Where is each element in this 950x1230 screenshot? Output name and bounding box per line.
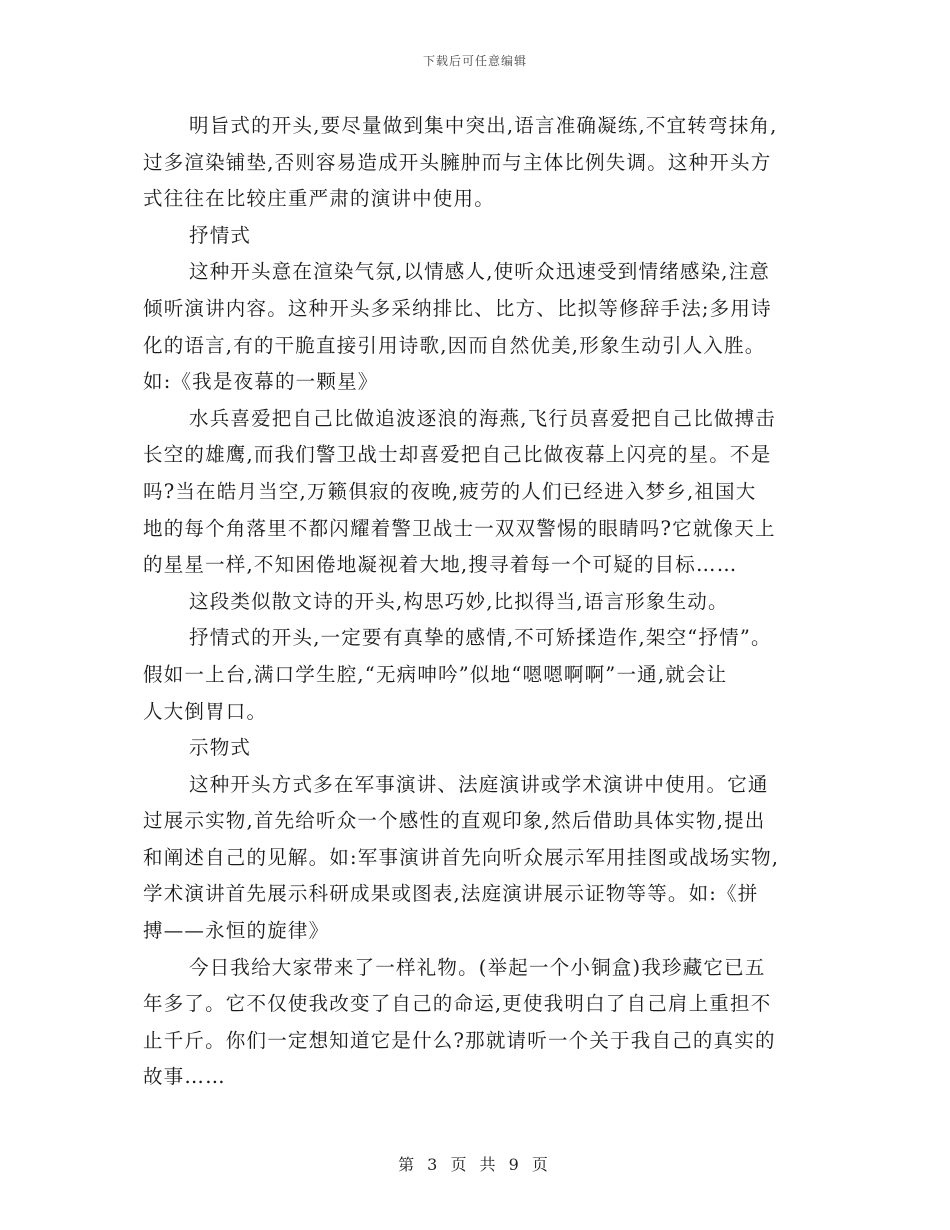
text-line: 学术演讲首先展示科研成果或图表,法庭演讲展示证物等等。如:《拼 bbox=[143, 882, 759, 906]
text-line: 人大倒胃口。 bbox=[143, 699, 268, 723]
text-line: 示物式 bbox=[189, 736, 252, 760]
text-line: 年多了。它不仅使我改变了自己的命运,更使我明白了自己肩上重担不 bbox=[143, 992, 772, 1016]
text-line: 的星星一样,不知困倦地凝视着大地,搜寻着每一个可疑的目标…… bbox=[143, 553, 738, 577]
text-line: 过展示实物,首先给听众一个感性的直观印象,然后借助具体实物,提出 bbox=[143, 809, 766, 833]
text-line: 抒情式 bbox=[189, 223, 252, 247]
text-line: 和阐述自己的见解。如:军事演讲首先向听众展示军用挂图或战场实物, bbox=[143, 845, 780, 869]
page-header-note: 下载后可任意编辑 bbox=[422, 54, 527, 68]
text-line: 长空的雄鹰,而我们警卫战士却喜爱把自己比做夜幕上闪亮的星。不是 bbox=[143, 443, 772, 467]
text-line: 明旨式的开头,要尽量做到集中突出,语言准确凝练,不宜转弯抹角, bbox=[189, 114, 778, 137]
text-line: 式往往在比较庄重严肃的演讲中使用。 bbox=[143, 187, 495, 211]
text-line: 过多渲染铺垫,否则容易造成开头臃肿而与主体比例失调。这种开头方 bbox=[143, 150, 772, 174]
text-line: 今日我给大家带来了一样礼物。(举起一个小铜盒)我珍藏它已五 bbox=[189, 955, 766, 979]
text-line: 地的每个角落里不都闪耀着警卫战士一双双警惕的眼睛吗?它就像天上 bbox=[143, 516, 776, 540]
text-line: 故事…… bbox=[143, 1065, 226, 1089]
text-line: 假如一上台,满口学生腔,“无病呻吟”似地“嗯嗯啊啊”一通,就会让 bbox=[143, 662, 728, 686]
text-line: 搏——永恒的旋律》 bbox=[143, 919, 330, 943]
text-line: 止千斤。你们一定想知道它是什么?那就请听一个关于我自己的真实的 bbox=[143, 1028, 776, 1052]
text-line: 化的语言,有的干脆直接引用诗歌,因而自然优美,形象生动引人入胜。 bbox=[143, 333, 766, 357]
page-number-footer: 第 3 页 共 9 页 bbox=[398, 1155, 552, 1174]
document-body bbox=[143, 108, 823, 1096]
text-line: 倾听演讲内容。这种开头多采纳排比、比方、比拟等修辞手法;多用诗 bbox=[143, 296, 772, 320]
text-line: 吗?当在皓月当空,万籁俱寂的夜晚,疲劳的人们已经进入梦乡,祖国大 bbox=[143, 479, 757, 503]
text-line: 水兵喜爱把自己比做追波逐浪的海燕,飞行员喜爱把自己比做搏击 bbox=[189, 406, 776, 430]
text-line: 抒情式的开头,一定要有真挚的感情,不可矫揉造作,架空“抒情”。 bbox=[189, 626, 772, 650]
text-line: 如:《我是夜幕的一颗星》 bbox=[143, 370, 379, 394]
text-line: 这种开头方式多在军事演讲、法庭演讲或学术演讲中使用。它通 bbox=[189, 772, 769, 796]
text-line: 这段类似散文诗的开头,构思巧妙,比拟得当,语言形象生动。 bbox=[189, 589, 729, 613]
text-line: 这种开头意在渲染气氛,以情感人,使听众迅速受到情绪感染,注意 bbox=[189, 260, 771, 284]
